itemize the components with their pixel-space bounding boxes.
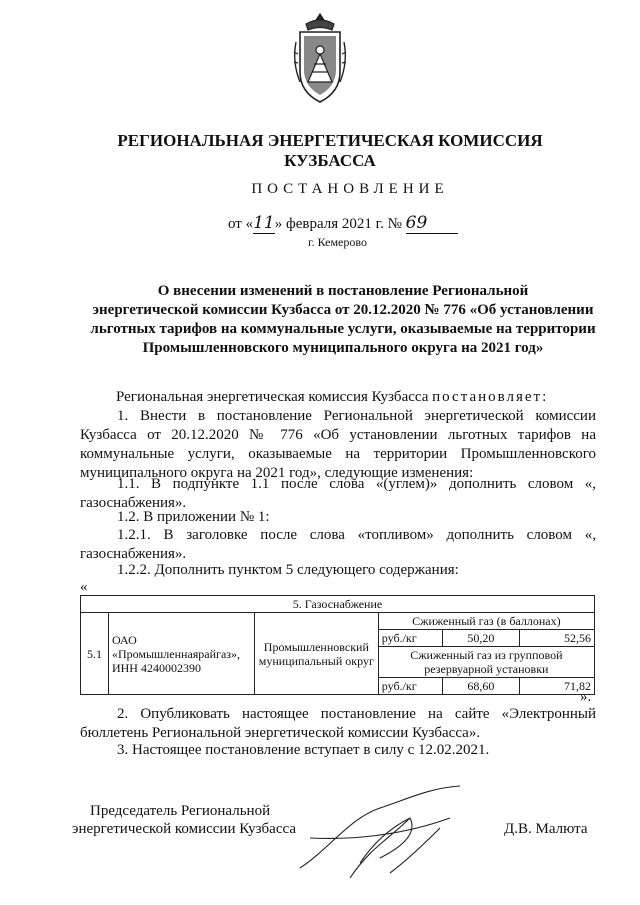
opening-quote: «: [80, 579, 88, 595]
intro-decree-word: постановляет:: [432, 389, 549, 405]
tariff-table: [80, 595, 595, 695]
signatory-position-line-1: Председатель Региональной: [90, 803, 271, 819]
intro-paragraph: [116, 388, 596, 407]
paragraph-1-2: 1.2. В приложении № 1:: [117, 509, 270, 525]
paragraph-3: 3. Настоящее постановление вступает в силу с 12.02.2021.: [117, 742, 490, 758]
org-line-1: РЕГИОНАЛЬНАЯ ЭНЕРГЕТИЧЕСКАЯ КОМИССИЯ: [117, 131, 543, 150]
subject-line-1: О внесении изменений в постановление Региональной: [157, 283, 529, 299]
tariff-value-cell: 50,20: [442, 630, 520, 647]
gas-reservoir-title: Сжиженный газ из групповой резервуарной установки: [378, 647, 594, 678]
document-type: ПОСТАНОВЛЕНИЕ: [251, 181, 449, 197]
organization-name: [60, 131, 600, 171]
handwritten-signature: [290, 778, 470, 888]
table-section-row: [81, 596, 595, 613]
paragraph-1-2-2: 1.2.2. Дополнить пунктом 5 следующего содержания:: [117, 562, 459, 578]
table-section-title: 5. Газоснабжение: [81, 596, 595, 613]
coat-of-arms-emblem: [290, 12, 350, 112]
date-day: 11: [253, 213, 275, 233]
subject-line-4: Промышленновского муниципального округа на 2021 год»: [142, 340, 544, 356]
org-line-2: КУЗБАССА: [284, 151, 376, 170]
subject-line-2: энергетической комиссии Кузбасса от 20.12.2020 № 776 «Об установлении: [92, 302, 594, 318]
document-subject: [80, 282, 606, 358]
territory-cell: Промышленновский муниципальный округ: [254, 613, 378, 695]
tariff-value-cell: 68,60: [442, 678, 520, 695]
paragraph-1-1: 1.1. В подпункте 1.1 после слова «(углем)» дополнить словом «, газоснабжения».: [80, 476, 596, 511]
unit-cell: руб./кг: [378, 630, 442, 647]
signatory-position-line-2: энергетической комиссии Кузбасса: [72, 821, 296, 837]
row-number-cell: 5.1: [81, 613, 109, 695]
signatory-name: Д.В. Малюта: [504, 821, 588, 837]
table-row: [81, 613, 595, 630]
tariff-value-cell: 71,82: [520, 678, 595, 695]
paragraph-2: 2. Опубликовать настоящее постановление на сайте «Электронный бюллетень Региональной энергетической комиссии Кузбасса».: [80, 706, 596, 741]
city: г. Кемерово: [308, 235, 367, 249]
tariff-value-cell: 52,56: [520, 630, 595, 647]
closing-quote: ».: [580, 689, 592, 705]
date-prefix: от «: [228, 216, 254, 232]
paragraph-1-2-1: 1.2.1. В заголовке после слова «топливом» дополнить словом «, газоснабжения».: [80, 527, 596, 562]
date-line: [228, 213, 628, 234]
organization-cell: ОАО «Промышленнаярайгаз», ИНН 4240002390: [108, 613, 254, 695]
intro-text: Региональная энергетическая комиссия Кузбасса: [116, 389, 429, 405]
unit-cell: руб./кг: [378, 678, 442, 695]
document-number: 69: [406, 213, 458, 234]
gas-cylinders-title: Сжиженный газ (в баллонах): [378, 613, 594, 630]
date-mid: » февраля 2021 г. №: [274, 216, 402, 232]
subject-line-3: льготных тарифов на коммунальные услуги, оказываемые на территории: [90, 321, 596, 337]
paragraph-1: 1. Внести в постановление Региональной энергетической комиссии Кузбасса от 20.12.2020 № 776 «Об установлении льготных тарифов на коммунальные услуги, оказываемые на территории Промышленновского муниципального округа на 2021 год», следующие изменения:: [80, 408, 596, 481]
